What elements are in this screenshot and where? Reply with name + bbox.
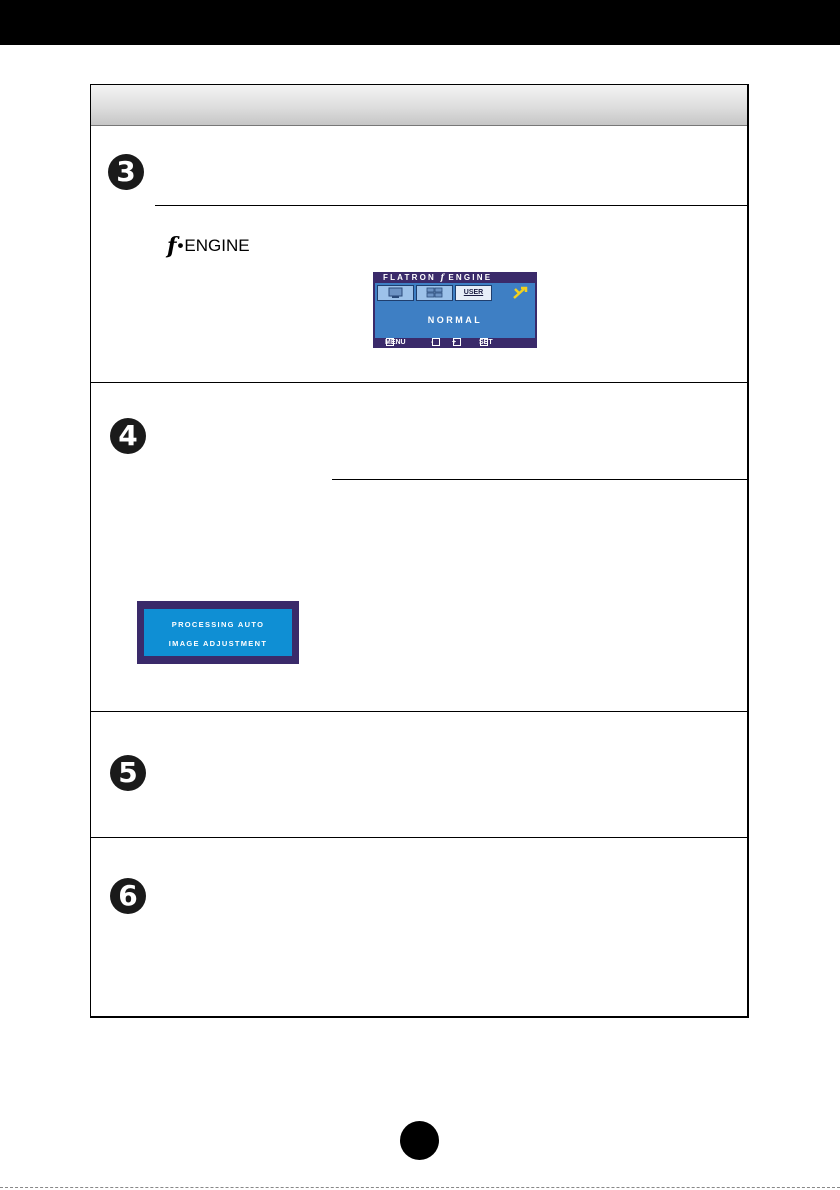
step-3-marker: 3 (108, 154, 144, 190)
plus-key-icon (453, 338, 461, 346)
frame-header-bar (91, 85, 747, 126)
osd-title-f: f (440, 272, 444, 282)
section-divider (91, 711, 749, 712)
osd-title (373, 272, 537, 283)
osd-footer-set-label: SET (479, 339, 493, 346)
osd-footer-plus-label: + (452, 339, 457, 346)
osd-tab-monitor[interactable] (377, 285, 414, 301)
osd-footer (373, 338, 537, 348)
fengine-f: f (167, 233, 177, 259)
step-6-marker: 6 (110, 878, 146, 914)
page-number-dot (400, 1121, 439, 1160)
top-black-bar (0, 0, 840, 45)
minus-key-icon (432, 338, 440, 346)
sub-divider (332, 479, 749, 480)
fengine-dot: • (177, 236, 184, 255)
fengine-logo (167, 233, 250, 259)
split-screen-icon (417, 286, 452, 300)
processing-line-1: PROCESSING AUTO (171, 620, 265, 629)
osd-mode-label: NORMAL (427, 315, 483, 325)
monitor-icon (378, 286, 413, 300)
osd-footer-menu-label: MENU (385, 339, 406, 346)
step-5-marker: 5 (110, 755, 146, 791)
processing-line-2: IMAGE ADJUSTMENT (168, 639, 268, 648)
osd-footer-minus-label: - (431, 339, 434, 346)
fengine-osd-menu (373, 272, 537, 348)
osd-body (375, 283, 535, 338)
tool-icon (512, 286, 528, 303)
section-divider (91, 382, 749, 383)
bottom-dashed-rule (0, 1187, 840, 1188)
processing-auto-panel-body (144, 609, 292, 656)
sub-divider (155, 205, 749, 206)
set-key-icon (480, 338, 488, 346)
menu-key-icon (386, 338, 394, 346)
osd-title-right: ENGINE (448, 273, 493, 282)
fengine-text: ENGINE (184, 236, 250, 255)
osd-tab-split[interactable] (416, 285, 453, 301)
step-4-marker: 4 (110, 418, 146, 454)
section-divider (91, 837, 749, 838)
content-frame (90, 84, 749, 1018)
osd-tab-user[interactable]: USER (455, 285, 492, 301)
processing-auto-panel (137, 601, 299, 664)
osd-title-left: FLATRON (383, 273, 437, 282)
